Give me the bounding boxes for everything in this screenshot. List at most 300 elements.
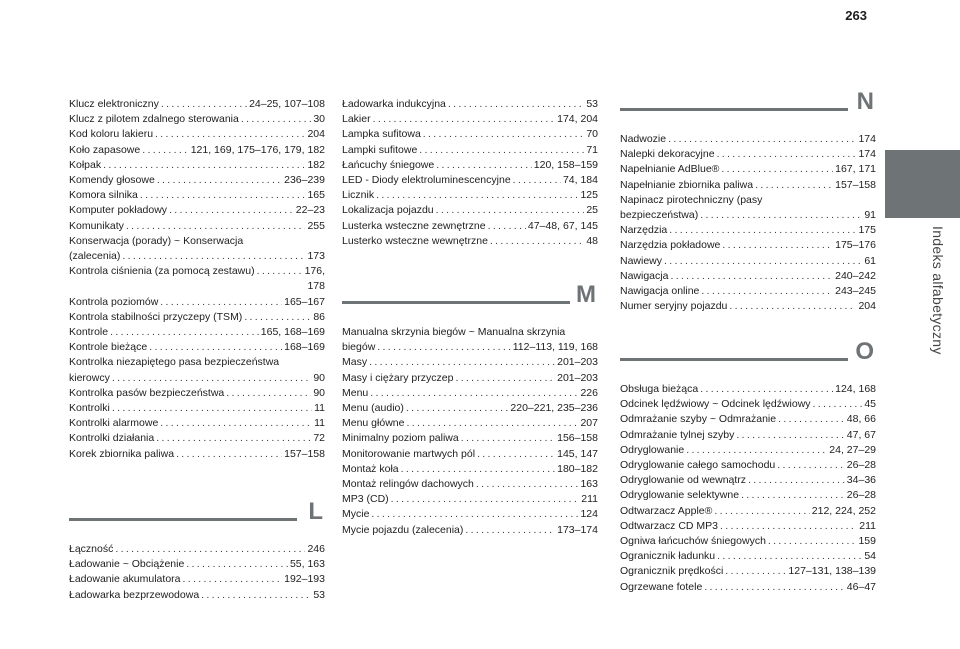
index-entry (620, 549, 876, 564)
index-entry (69, 264, 325, 279)
entry-pages: 70 (586, 128, 598, 141)
entry-term: kierowcy (69, 371, 110, 384)
dot-leader (370, 386, 578, 401)
dot-leader (436, 203, 585, 218)
entry-pages: 163 (580, 478, 598, 491)
index-entry (69, 340, 325, 355)
entry-term: Łańcuchy śniegowe (342, 158, 435, 171)
entry-term: Masy i ciężary przyczep (342, 371, 454, 384)
entry-pages: 48, 66 (846, 413, 876, 426)
entry-term: Obsługa bieżąca (620, 383, 699, 395)
entry-term: Ładowanie ~ Obciążenie (69, 558, 185, 571)
dot-leader (700, 382, 833, 397)
entry-term: MP3 (CD) (342, 493, 389, 506)
entry-pages: 204 (858, 300, 876, 313)
index-entry (620, 223, 876, 238)
dot-leader (722, 238, 833, 253)
entry-term: Korek zbiornika paliwa (69, 447, 175, 460)
entry-pages: 47–48, 67, 145 (527, 219, 598, 232)
dot-leader (115, 542, 305, 557)
dot-leader (160, 295, 282, 310)
section-header (69, 498, 325, 536)
entry-term: Odtwarzacz CD MP3 (620, 519, 719, 532)
entry-pages: 86 (313, 310, 325, 323)
entry-term: Komputer pokładowy (69, 204, 168, 217)
dot-leader (376, 188, 578, 203)
entry-pages: 182 (307, 158, 325, 171)
index-entry (342, 462, 598, 477)
dot-leader (103, 158, 305, 173)
dot-leader (226, 386, 311, 401)
index-entry (69, 295, 325, 310)
entry-term: Licznik (342, 189, 375, 202)
index-entry (69, 416, 325, 431)
entry-term: Nadwozie (620, 133, 667, 145)
index-entry (620, 238, 876, 253)
index-entry (69, 542, 325, 557)
dot-leader (476, 477, 579, 492)
entry-term: Odryglowanie od wewnątrz (620, 474, 747, 487)
entry-pages: 173–174 (557, 523, 598, 536)
entry-pages: 174 (858, 148, 876, 161)
entry-pages: 243–245 (835, 285, 876, 298)
dot-leader (160, 416, 312, 431)
index-entry (620, 382, 876, 397)
index-entry (620, 254, 876, 269)
entry-term: Narzędzia (620, 224, 668, 237)
dot-leader (183, 572, 283, 587)
dot-leader (419, 143, 584, 158)
entry-term: Montaż koła (342, 462, 399, 475)
entry-term: Lampka sufitowa (342, 128, 421, 141)
dot-leader (369, 355, 555, 370)
index-entry (620, 178, 876, 193)
index-entry (69, 112, 325, 127)
entry-pages: 165–167 (284, 295, 325, 308)
index-entry (342, 173, 598, 188)
entry-term: Odryglowanie selektywne (620, 489, 740, 502)
dot-leader (391, 492, 580, 507)
dot-leader (241, 112, 311, 127)
index-entry (620, 580, 876, 595)
dot-leader (686, 443, 827, 458)
entry-pages: 157–158 (835, 178, 876, 191)
dot-leader (670, 269, 833, 284)
entry-term: Odcinek lędźwiowy ~ Odcinek lędźwiowy (620, 398, 811, 411)
entry-term: Ogrzewane fotele (620, 580, 703, 593)
section-divider (620, 358, 848, 361)
entry-term: Kontrole (69, 326, 109, 339)
dot-leader (401, 462, 555, 477)
entry-pages: 176, (304, 265, 325, 278)
entry-term: Komendy głosowe (69, 174, 155, 187)
entry-pages: 168–169 (284, 341, 325, 354)
entry-pages: 91 (864, 209, 876, 222)
entry-pages: 53 (586, 98, 598, 110)
dot-leader (149, 340, 282, 355)
index-entry (620, 564, 876, 579)
dot-leader (717, 549, 862, 564)
entry-term: Komunikaty (69, 219, 124, 232)
entry-pages: 165 (307, 189, 325, 202)
entry-term: biegów (342, 341, 376, 354)
index-entry (69, 173, 325, 188)
entry-term: Kontrolki działania (69, 432, 155, 445)
entry-pages: 30 (313, 113, 325, 126)
index-section-m (342, 281, 598, 538)
entry-pages: 173 (307, 250, 325, 263)
dot-leader (513, 173, 561, 188)
index-entry (342, 401, 598, 416)
chapter-tab (885, 150, 960, 218)
dot-leader (721, 162, 833, 177)
dot-leader (142, 143, 188, 158)
entry-term: Kontrolka pasów bezpieczeństwa (69, 386, 225, 399)
dot-leader (729, 299, 856, 314)
index-entry (342, 477, 598, 492)
entry-pages: 211 (859, 519, 876, 532)
index-section (342, 97, 598, 249)
dot-leader (736, 428, 844, 443)
entry-pages: 22–23 (295, 204, 325, 217)
entry-term: Lakier (342, 113, 371, 126)
entry-pages: 167, 171 (835, 163, 876, 176)
dot-leader (157, 173, 282, 188)
entry-term: Mycie pojazdu (zalecenia) (342, 523, 464, 536)
dot-leader (700, 208, 862, 223)
entry-pages: 246 (307, 543, 325, 555)
dot-leader (110, 325, 259, 340)
entry-pages: 24–25, 107–108 (249, 98, 325, 110)
index-section (69, 97, 325, 462)
index-entry (342, 219, 598, 234)
entry-term: Odmrażanie szyby ~ Odmrażanie (620, 413, 777, 426)
dot-leader (436, 158, 532, 173)
entry-term: Mycie (342, 508, 370, 521)
index-entry (69, 97, 325, 112)
index-entry (620, 412, 876, 427)
entry-pages: 121, 169, 175–176, 179, 182 (190, 143, 325, 156)
entry-pages: 212, 224, 252 (811, 504, 876, 517)
index-entry (620, 488, 876, 503)
entry-term: Napełnianie zbiornika paliwa (620, 178, 754, 191)
entry-term-line: Manualna skrzynia biegów ~ Manualna skrzynia (342, 326, 566, 338)
entry-pages: 207 (580, 417, 598, 430)
dot-leader (169, 203, 294, 218)
index-entry (342, 523, 598, 538)
index-entry (69, 219, 325, 234)
entry-term: Klucz elektroniczny (69, 98, 159, 110)
entry-term: bezpieczeństwa) (620, 209, 699, 222)
entry-term: Ogranicznik ładunku (620, 550, 716, 563)
entry-pages: 157–158 (284, 447, 325, 460)
entry-term: Lampki sufitowe (342, 143, 418, 156)
entry-term: Menu główne (342, 417, 405, 430)
index-entry (620, 284, 876, 299)
entry-term: Ogranicznik prędkości (620, 565, 724, 578)
index-entry (342, 386, 598, 401)
entry-term: Odryglowanie całego samochodu (620, 459, 776, 472)
index-entry (69, 310, 325, 325)
entry-pages: 74, 184 (562, 174, 598, 187)
entry-pages: 90 (313, 386, 325, 399)
section-header (620, 88, 876, 126)
entry-pages: 47, 67 (846, 428, 876, 441)
dot-leader (257, 264, 303, 279)
entry-pages: 236–239 (284, 174, 325, 187)
entry-term: Numer seryjny pojazdu (620, 300, 728, 313)
index-entry (620, 534, 876, 549)
section-letter: L (308, 498, 323, 525)
entry-term: (zalecenia) (69, 250, 121, 263)
dot-leader (461, 431, 555, 446)
entry-continuation: 178 (307, 280, 325, 293)
entry-term: Ładowarka indukcyjna (342, 98, 446, 110)
index-entry (620, 397, 876, 412)
entry-pages: 11 (314, 417, 325, 430)
entry-pages: 165, 168–169 (260, 326, 325, 339)
dot-leader (664, 254, 862, 269)
dot-leader (717, 147, 857, 162)
dot-leader (490, 234, 584, 249)
dot-leader (126, 219, 306, 234)
dot-leader (778, 412, 845, 427)
entry-term: Minimalny poziom paliwa (342, 432, 459, 445)
index-entry (69, 447, 325, 462)
index-entry (342, 234, 598, 249)
entry-term: Kontrole bieżące (69, 341, 148, 354)
index-entry (342, 447, 598, 462)
index-entry (69, 588, 325, 603)
entry-term: Ładowanie akumulatora (69, 573, 181, 586)
entry-pages: 46–47 (846, 580, 876, 593)
index-entry (620, 162, 876, 177)
dot-leader (373, 112, 556, 127)
index-entry (620, 132, 876, 147)
dot-leader (701, 284, 833, 299)
entry-pages: 54 (864, 550, 876, 563)
entry-term: Klucz z pilotem zdalnego sterowania (69, 113, 239, 126)
index-entry (620, 208, 876, 223)
entry-pages: 24, 27–29 (829, 443, 876, 456)
dot-leader (186, 557, 288, 572)
dot-leader (201, 588, 311, 603)
index-entry (342, 203, 598, 218)
chapter-label: Indeks alfabetyczny (930, 226, 946, 355)
page-number: 263 (845, 8, 867, 23)
entry-term: Lusterko wsteczne wewnętrzne (342, 234, 488, 247)
index-entry (342, 112, 598, 127)
entry-pages: 11 (314, 402, 325, 415)
entry-pages: 53 (313, 588, 325, 601)
index-section-o (620, 338, 876, 595)
dot-leader (377, 340, 510, 355)
index-entry (69, 401, 325, 416)
entry-term: Kontrola stabilności przyczepy (TSM) (69, 310, 243, 323)
entry-pages: 175 (858, 224, 876, 237)
section-letter: O (855, 338, 874, 365)
entry-pages: 220–221, 235–236 (510, 402, 598, 415)
index-entry (342, 188, 598, 203)
entry-pages: 127–131, 138–139 (788, 565, 876, 578)
entry-pages: 255 (307, 219, 325, 232)
index-entry (620, 428, 876, 443)
entry-pages: 156–158 (557, 432, 598, 445)
index-entry (342, 158, 598, 173)
entry-term: Koło zapasowe (69, 143, 141, 156)
entry-pages: 26–28 (846, 459, 876, 472)
section-divider (342, 301, 570, 304)
entry-pages: 124 (580, 508, 598, 521)
entry-term: Kontrola ciśnienia (za pomocą zestawu) (69, 265, 255, 278)
entry-pages: 120, 158–159 (533, 158, 598, 171)
entry-term: Narzędzia pokładowe (620, 239, 721, 252)
index-section-l (69, 498, 325, 603)
index-entry (620, 269, 876, 284)
dot-leader (176, 447, 282, 462)
section-letter: N (856, 88, 874, 115)
dot-leader (244, 310, 311, 325)
index-entry (69, 386, 325, 401)
index-entry (69, 325, 325, 340)
entry-term: Kontrolki (69, 402, 110, 415)
dot-leader (140, 188, 306, 203)
dot-leader (423, 127, 585, 142)
dot-leader (714, 504, 809, 519)
dot-leader (161, 97, 247, 112)
index-entry (342, 355, 598, 370)
index-entry (342, 371, 598, 386)
dot-leader (720, 519, 857, 534)
entry-pages: 192–193 (284, 573, 325, 586)
entry-pages: 174, 204 (557, 113, 598, 126)
dot-leader (112, 371, 311, 386)
entry-term: Odryglowanie (620, 443, 685, 456)
entry-term: Kod koloru lakieru (69, 128, 154, 141)
entry-pages: 240–242 (835, 269, 876, 282)
index-entry (69, 188, 325, 203)
entry-term: Nawiewy (620, 254, 663, 267)
section-divider (620, 108, 848, 111)
index-entry (620, 299, 876, 314)
dot-leader (112, 401, 312, 416)
entry-pages: 45 (864, 398, 876, 411)
dot-leader (371, 507, 578, 522)
entry-term: Nawigacja online (620, 285, 700, 298)
index-entry (69, 249, 325, 264)
index-entry (620, 147, 876, 162)
dot-leader (406, 401, 509, 416)
dot-leader (448, 97, 584, 112)
dot-leader (156, 431, 311, 446)
entry-term: Menu (audio) (342, 402, 404, 415)
entry-term: Komora silnika (69, 189, 138, 202)
index-entry (342, 416, 598, 431)
index-entry (342, 507, 598, 522)
entry-term-line: Kontrolka niezapiętego pasa bezpieczeństwa (69, 356, 280, 369)
entry-pages: 211 (581, 493, 598, 506)
index-entry (69, 431, 325, 446)
entry-pages: 112–113, 119, 168 (512, 341, 598, 354)
entry-pages: 55, 163 (289, 558, 325, 571)
dot-leader (668, 132, 856, 147)
dot-leader (813, 397, 863, 412)
index-section-n (620, 88, 876, 314)
entry-term: Lokalizacja pojazdu (342, 204, 434, 217)
entry-term: Odtwarzacz Apple® (620, 504, 713, 517)
entry-term: Masy (342, 356, 368, 369)
entry-term: Ładowarka bezprzewodowa (69, 588, 200, 601)
dot-leader (748, 473, 845, 488)
entry-term: Lusterka wsteczne zewnętrzne (342, 219, 486, 232)
entry-pages: 226 (580, 386, 598, 399)
entry-term: Odmrażanie tylnej szyby (620, 428, 735, 441)
dot-leader (455, 371, 555, 386)
entry-term: Nawigacja (620, 269, 669, 282)
entry-pages: 72 (313, 432, 325, 445)
section-header (620, 338, 876, 376)
entry-term: Napełnianie AdBlue® (620, 163, 720, 176)
entry-pages: 201–203 (557, 356, 598, 369)
entry-term: Kontrolki alarmowe (69, 417, 159, 430)
entry-pages: 34–36 (846, 474, 876, 487)
entry-term: Montaż relingów dachowych (342, 478, 474, 491)
dot-leader (488, 219, 526, 234)
index-entry (69, 127, 325, 142)
entry-term-line: Napinacz pirotechniczny (pasy (620, 193, 763, 206)
entry-term: Ogniwa łańcuchów śniegowych (620, 535, 766, 548)
index-entry (342, 127, 598, 142)
index-entry (69, 557, 325, 572)
index-entry (620, 473, 876, 488)
entry-pages: 25 (586, 204, 598, 217)
index-entry (69, 572, 325, 587)
index-entry (69, 203, 325, 218)
index-entry (69, 158, 325, 173)
entry-pages: 26–28 (846, 489, 876, 502)
section-letter: M (576, 281, 596, 308)
index-entry (620, 504, 876, 519)
entry-pages: 61 (864, 254, 876, 267)
entry-pages: 48 (586, 234, 598, 247)
index-entry (342, 340, 598, 355)
dot-leader (406, 416, 578, 431)
dot-leader (122, 249, 305, 264)
dot-leader (777, 458, 845, 473)
index-entry (69, 143, 325, 158)
dot-leader (741, 488, 845, 503)
entry-pages: 125 (580, 189, 598, 202)
entry-pages: 124, 168 (835, 383, 876, 395)
entry-term: Kołpak (69, 158, 102, 171)
index-entry (342, 492, 598, 507)
entry-pages: 180–182 (557, 462, 598, 475)
index-entry (620, 458, 876, 473)
dot-leader (155, 127, 305, 142)
entry-term-line: Konserwacja (porady) ~ Konserwacja (69, 234, 244, 247)
entry-term: LED - Diody elektroluminescencyjne (342, 174, 511, 187)
entry-pages: 175–176 (835, 239, 876, 252)
entry-pages: 145, 147 (557, 447, 598, 460)
dot-leader (477, 447, 555, 462)
dot-leader (725, 564, 786, 579)
entry-pages: 90 (313, 371, 325, 384)
section-header (342, 281, 598, 319)
entry-pages: 201–203 (557, 371, 598, 384)
entry-pages: 159 (858, 535, 876, 548)
index-entry (342, 143, 598, 158)
dot-leader (669, 223, 856, 238)
